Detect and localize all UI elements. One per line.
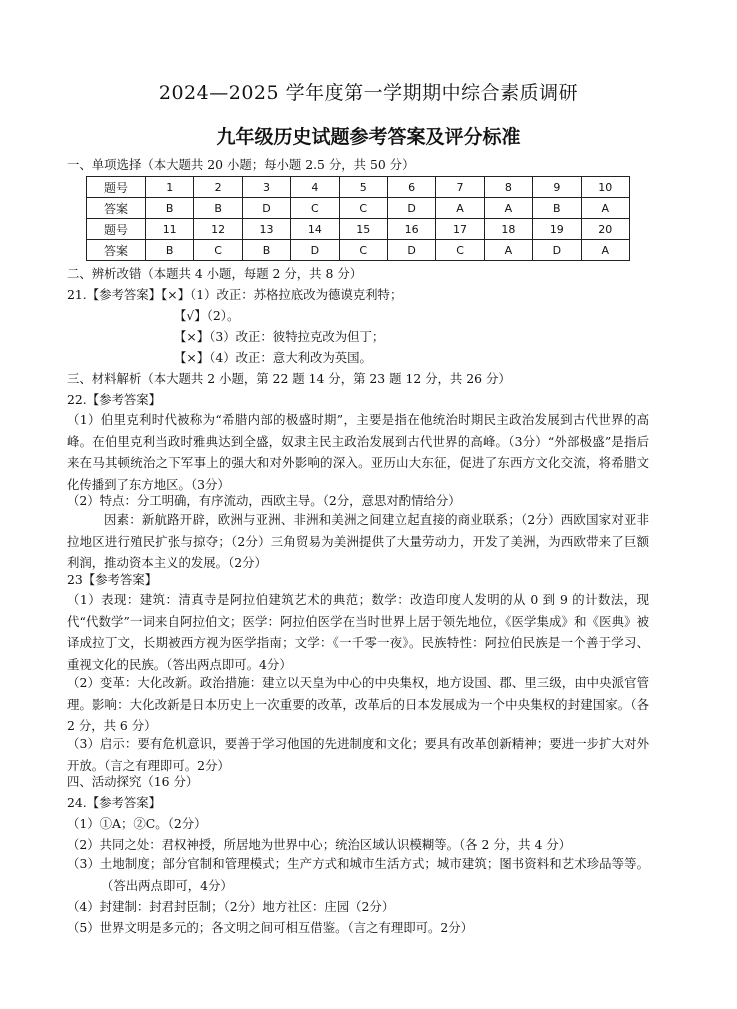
table-cell: B — [194, 198, 242, 219]
table-cell: B — [146, 198, 194, 219]
table-cell: 13 — [242, 219, 290, 240]
q21-line-3: 【×】（3）改正：彼特拉克改为但丁； — [174, 329, 385, 344]
table-cell: 11 — [146, 219, 194, 240]
table-row-label: 答案 — [87, 240, 146, 261]
table-cell: C — [194, 240, 242, 261]
q22-part2-factors: 因素：新航路开辟，欧洲与亚洲、非洲和美洲之间建立起直接的商业联系；（2分）西欧国家对亚非拉地区进行殖民扩张与掠夺；（2分）三角贸易为美洲提供了大量劳动力，开发了美洲，为西欧带来了巨额利润，推动资本主义的发展。（2分） — [67, 512, 649, 570]
table-cell: D — [387, 240, 435, 261]
table-cell: 2 — [194, 177, 242, 198]
table-cell: A — [484, 240, 532, 261]
q22-label: 22.【参考答案】 — [67, 392, 162, 407]
table-cell: C — [339, 240, 387, 261]
q24-part4: （4）封建制：封君封臣制；（2分）地方社区：庄园（2分） — [67, 899, 395, 914]
table-cell: D — [242, 198, 290, 219]
q21-line-2: 【√】（2）。 — [174, 308, 240, 323]
section2-heading: 二、辨析改错（本题共 4 小题，每题 2 分，共 8 分） — [67, 266, 363, 281]
q24-part2: （2）共同之处：君权神授，所居地为世界中心；统治区域认识模糊等。（各 2 分，共 4 分） — [67, 837, 572, 852]
table-cell: A — [484, 198, 532, 219]
section4-heading: 四、活动探究（16 分） — [67, 774, 199, 789]
table-cell: 19 — [533, 219, 581, 240]
q24-label: 24.【参考答案】 — [67, 795, 162, 810]
table-row-label: 答案 — [87, 198, 146, 219]
table-cell: 4 — [291, 177, 339, 198]
q24-part1: （1）①A；②C。（2分） — [67, 816, 207, 831]
q23-part1: （1）表现：建筑：清真寺是阿拉伯建筑艺术的典范；数学：改造印度人发明的从 0 到 9 的计数法，现代“代数学”一词来自阿拉伯文；医学：阿拉伯医学在当时世界上居于领先地位，《医学集成》和《医典》被译成拉丁文，长期被西方视为医学指南；文学：《一千零一夜》。民族特性：阿拉伯民族是一个善于学习、重视文化的民族。（答出两点即可。4分） — [67, 592, 649, 672]
table-row — [87, 240, 630, 261]
table-cell: 7 — [436, 177, 484, 198]
q21-line-1: 21.【参考答案】【×】（1）改正：苏格拉底改为德谟克利特； — [67, 287, 403, 302]
table-cell: C — [291, 198, 339, 219]
table-cell: B — [533, 198, 581, 219]
table-cell: 3 — [242, 177, 290, 198]
table-row-label: 题号 — [87, 177, 146, 198]
table-cell: 17 — [436, 219, 484, 240]
table-cell: 14 — [291, 219, 339, 240]
table-cell: B — [146, 240, 194, 261]
table-cell: 10 — [581, 177, 629, 198]
table-cell: 15 — [339, 219, 387, 240]
table-cell: D — [291, 240, 339, 261]
table-row — [87, 198, 630, 219]
table-cell: A — [581, 198, 629, 219]
table-cell: 18 — [484, 219, 532, 240]
table-cell: 8 — [484, 177, 532, 198]
table-cell: C — [436, 240, 484, 261]
table-cell: 5 — [339, 177, 387, 198]
section3-heading: 三、材料解析（本大题共 2 小题，第 22 题 14 分，第 23 题 12 分，共 26 分） — [67, 371, 511, 386]
table-cell: A — [581, 240, 629, 261]
table-cell: C — [339, 198, 387, 219]
q22-part2-feature: （2）特点：分工明确，有序流动，西欧主导。（2分，意思对酌情给分） — [67, 493, 461, 508]
table-cell: D — [387, 198, 435, 219]
table-cell: 6 — [387, 177, 435, 198]
q24-part3: （3）土地制度；部分官制和管理模式；生产方式和城市生活方式；城市建筑；图书资料和艺术珍品等等。（答出两点即可，4分） — [67, 856, 649, 893]
table-cell: D — [533, 240, 581, 261]
table-cell: A — [436, 198, 484, 219]
table-row — [87, 219, 630, 240]
section1-heading: 一、单项选择（本大题共 20 小题；每小题 2.5 分，共 50 分） — [67, 157, 415, 172]
q21-line-4: 【×】（4）改正：意大利改为英国。 — [174, 350, 372, 365]
answer-table — [86, 176, 630, 261]
table-cell: 16 — [387, 219, 435, 240]
table-cell: 1 — [146, 177, 194, 198]
q22-part1: （1）伯里克利时代被称为“希腊内部的极盛时期”，主要是指在他统治时期民主政治发展到古代世界的高峰。在伯里克利当政时雅典达到全盛，奴隶主民主政治发展到古代世界的高峰。（3分）“外部极盛”是指后来在马其顿统治之下军事上的强大和对外影响的深入。亚历山大东征，促进了东西方文化交流，将希腊文化传播到了东方地区。（3分） — [67, 412, 649, 492]
q23-part2: （2）变革：大化改新。政治措施：建立以天皇为中心的中央集权，地方设国、郡、里三级，由中央派官管理。影响：大化改新是日本历史上一次重要的改革，改革后的日本发展成为一个中央集权的封建国家。（各 2 分，共 6 分） — [67, 675, 649, 733]
q23-part3: （3）启示：要有危机意识，要善于学习他国的先进制度和文化；要具有改革创新精神；要进一步扩大对外开放。（言之有理即可。2分） — [67, 736, 649, 773]
q23-label: 23【参考答案】 — [67, 572, 158, 587]
page-title: 2024—2025 学年度第一学期期中综合素质调研 — [158, 82, 579, 104]
page-subtitle: 九年级历史试题参考答案及评分标准 — [216, 126, 521, 148]
table-cell: 12 — [194, 219, 242, 240]
table-row — [87, 177, 630, 198]
table-row-label: 题号 — [87, 219, 146, 240]
table-cell: 9 — [533, 177, 581, 198]
table-cell: 20 — [581, 219, 629, 240]
table-cell: B — [242, 240, 290, 261]
q24-part5: （5）世界文明是多元的；各文明之间可相互借鉴。（言之有理即可。2分） — [67, 920, 474, 935]
